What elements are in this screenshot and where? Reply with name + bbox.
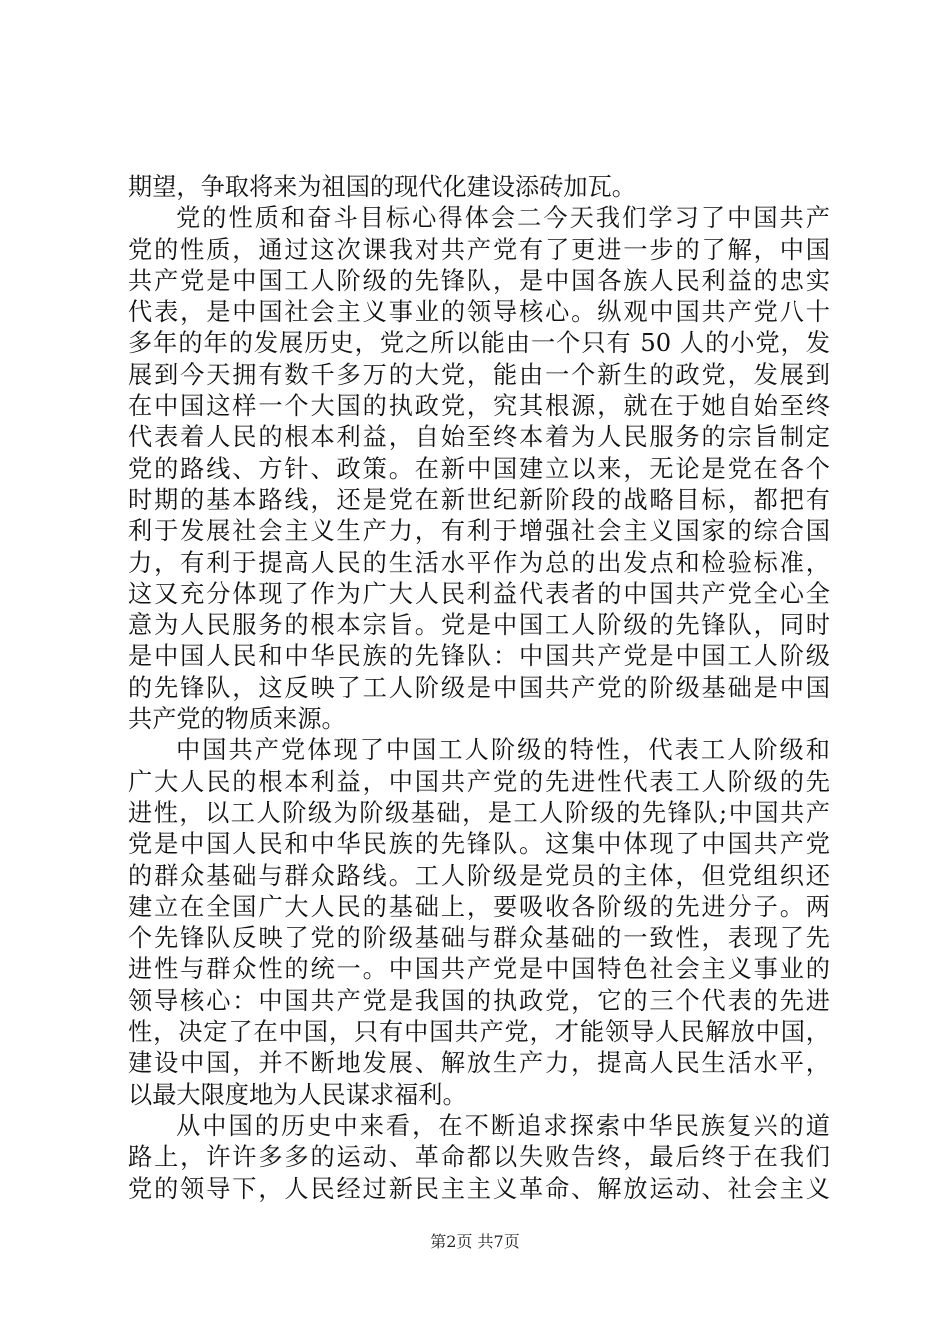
text-line: 党的性质和奋斗目标心得体会二今天我们学习了中国共产 bbox=[176, 204, 830, 233]
text-line: 中国共产党体现了中国工人阶级的特性，代表工人阶级和 bbox=[176, 736, 830, 765]
text-line: 多年的年的发展历史，党之所以能由一个只有 50 人的小党，发 bbox=[128, 329, 830, 358]
text-line: 进性与群众性的统一。中国共产党是中国特色社会主义事业的 bbox=[128, 955, 830, 984]
page-footer: 第2页 共7页 bbox=[430, 1232, 520, 1251]
text-line: 代表，是中国社会主义事业的领导核心。纵观中国共产党八十 bbox=[128, 298, 830, 327]
text-line: 在中国这样一个大国的执政党，究其根源，就在于她自始至终 bbox=[128, 392, 830, 421]
text-line: 的群众基础与群众路线。工人阶级是党员的主体，但党组织还 bbox=[128, 861, 830, 890]
text-line: 代表着人民的根本利益，自始至终本着为人民服务的宗旨制定 bbox=[128, 423, 830, 452]
text-line: 广大人民的根本利益，中国共产党的先进性代表工人阶级的先 bbox=[128, 767, 830, 796]
text-line: 进性，以工人阶级为阶级基础，是工人阶级的先锋队;中国共产 bbox=[128, 798, 830, 827]
text-line: 党的领导下，人民经过新民主主义革命、解放运动、社会主义 bbox=[128, 1174, 830, 1203]
text-line: 建设中国，并不断地发展、解放生产力，提高人民生活水平， bbox=[128, 1049, 830, 1078]
text-line: 是中国人民和中华民族的先锋队：中国共产党是中国工人阶级 bbox=[128, 642, 830, 671]
text-line: 党的路线、方针、政策。在新中国建立以来，无论是党在各个 bbox=[128, 454, 830, 483]
text-line: 展到今天拥有数千多万的大党，能由一个新生的政党，发展到 bbox=[128, 360, 830, 389]
text-line: 期望，争取将来为祖国的现代化建设添砖加瓦。 bbox=[128, 173, 636, 201]
text-line: 时期的基本路线，还是党在新世纪新阶段的战略目标，都把有 bbox=[128, 485, 830, 514]
text-line: 这又充分体现了作为广大人民利益代表者的中国共产党全心全 bbox=[128, 579, 830, 608]
text-line: 党的性质，通过这次课我对共产党有了更进一步的了解，中国 bbox=[128, 235, 830, 264]
text-line: 利于发展社会主义生产力，有利于增强社会主义国家的综合国 bbox=[128, 517, 830, 546]
text-line: 力，有利于提高人民的生活水平作为总的出发点和检验标准， bbox=[128, 548, 830, 577]
text-line: 从中国的历史中来看，在不断追求探索中华民族复兴的道 bbox=[176, 1111, 830, 1140]
text-line: 共产党是中国工人阶级的先锋队，是中国各族人民利益的忠实 bbox=[128, 266, 830, 295]
text-line: 领导核心：中国共产党是我国的执政党，它的三个代表的先进 bbox=[128, 986, 830, 1015]
text-line: 的先锋队，这反映了工人阶级是中国共产党的阶级基础是中国 bbox=[128, 673, 830, 702]
document-body bbox=[128, 172, 830, 1205]
text-line: 党是中国人民和中华民族的先锋队。这集中体现了中国共产党 bbox=[128, 830, 830, 859]
text-line: 建立在全国广大人民的基础上，要吸收各阶级的先进分子。两 bbox=[128, 892, 830, 921]
text-line: 意为人民服务的根本宗旨。党是中国工人阶级的先锋队，同时 bbox=[128, 611, 830, 640]
text-line: 以最大限度地为人民谋求福利。 bbox=[128, 1080, 467, 1109]
text-line: 个先锋队反映了党的阶级基础与群众基础的一致性，表现了先 bbox=[128, 924, 830, 953]
text-line: 共产党的物质来源。 bbox=[128, 705, 346, 734]
text-line: 路上，许许多多的运动、革命都以失败告终，最后终于在我们 bbox=[128, 1143, 830, 1172]
text-line: 性，决定了在中国，只有中国共产党，才能领导人民解放中国， bbox=[128, 1018, 830, 1047]
